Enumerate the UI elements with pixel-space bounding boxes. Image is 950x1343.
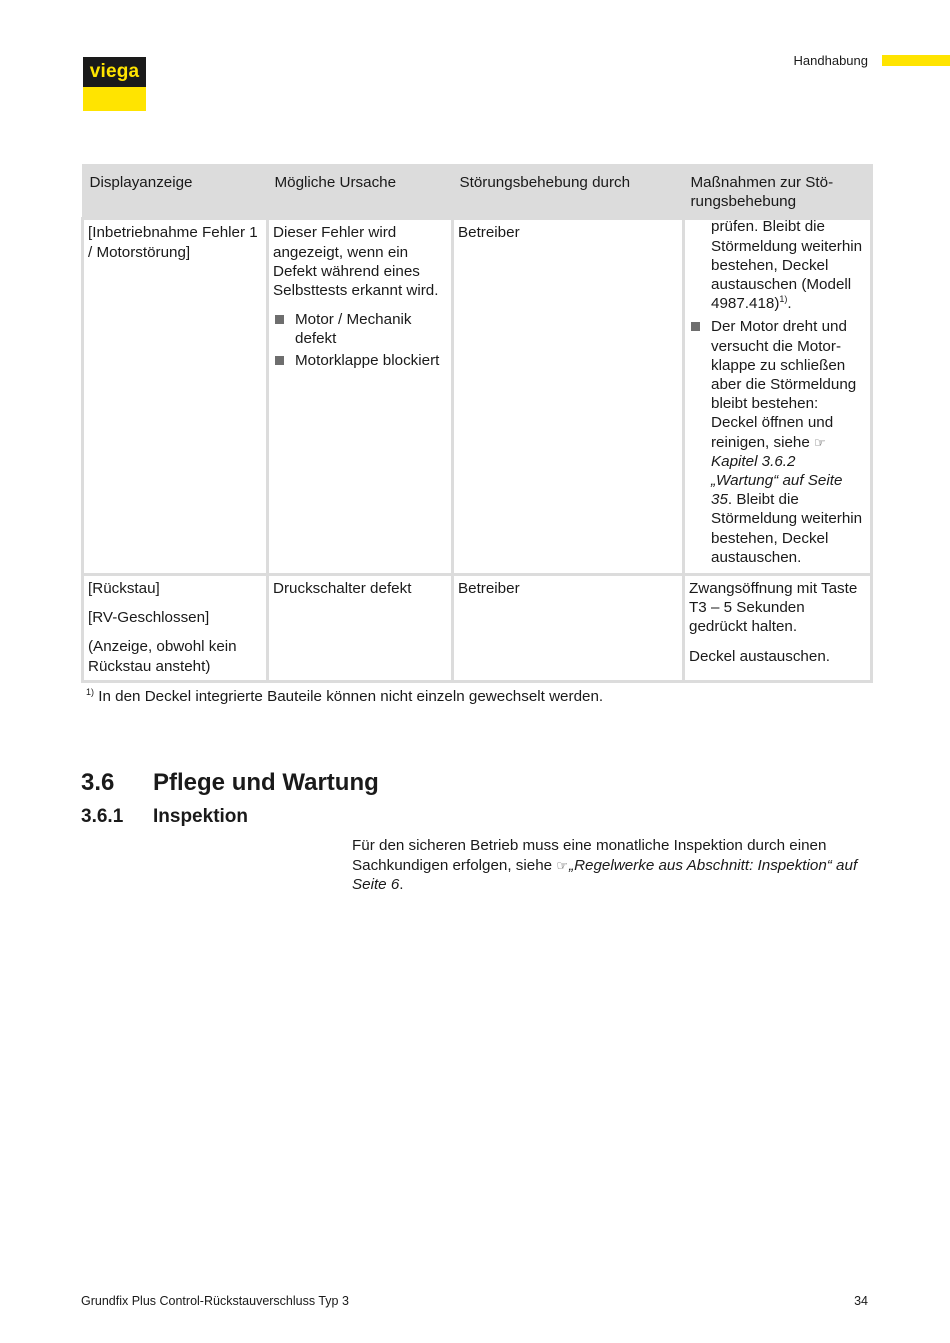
footer-page-number: 34 [854, 1294, 868, 1308]
cell-by [453, 575, 684, 682]
cross-reference-icon: ☞ [556, 857, 569, 873]
logo-wordmark: viega [83, 57, 146, 87]
table-row [83, 219, 872, 575]
section-title: Pflege und Wartung [153, 769, 379, 796]
header-yellow-bar [882, 55, 950, 66]
cell-by [453, 219, 684, 575]
cell-measures [684, 575, 872, 682]
section-heading [81, 769, 379, 797]
header-cause: Mögliche Ursache [268, 165, 453, 219]
cell-display [83, 219, 268, 575]
table-footnote [86, 688, 603, 705]
header-display: Displayanzeige [83, 165, 268, 219]
by-text: Betreiber [458, 580, 520, 598]
measures-continuation: prüfen. Bleibt die Störmeldung weiterhin bestehen, Deckel austauschen (Modell 4987.418)$^{1)}$. [711, 218, 863, 313]
cause-list [273, 310, 447, 370]
regelwerke-link[interactable]: „Regelwerke aus Abschnitt: Inspektion“ auf Seite 6 [352, 856, 858, 894]
footnote-mark: 1) [86, 686, 95, 697]
footnote-text: In den Deckel integrierte Bauteile können nicht einzeln gewechselt werden. [98, 688, 604, 705]
footnote-ref: 1) [779, 294, 788, 305]
cell-display [83, 575, 268, 682]
measure-text: Zwangsöffnung mit Taste T3 – 5 Sekunden gedrückt halten. [689, 580, 858, 636]
logo-yellow-block [83, 87, 146, 111]
display-text: [Inbetriebnahme Fehler 1 / Motorstörung] [88, 224, 258, 261]
list-item: Motor / Mechanik defekt [273, 310, 447, 348]
display-line: [Rückstau] [88, 580, 160, 598]
cause-text: Dieser Fehler wird angezeigt, wenn ein Defekt während eines Selbsttests erkannt wird. [273, 224, 439, 300]
cell-cause [268, 219, 453, 575]
display-note: (Anzeige, obwohl kein Rückstau ansteht) [88, 638, 237, 675]
cause-text: Druckschalter defekt [273, 580, 412, 598]
subsection-title: Inspektion [153, 806, 249, 827]
header-section-title: Handhabung [793, 53, 868, 68]
by-text: Betreiber [458, 224, 520, 242]
list-item: Der Motor dreht und versucht die Motorklappe zu schließen aber die Störmeldung bleibt bestehen: Deckel öffnen und reinigen, siehe ☞Kapitel 3.6.2 „Wartung“ auf Seite 35. Bleibt die Störmeldung weiterhin bestehen, Deckel austauschen. [689, 317, 866, 567]
list-item: Motorklappe blockiert [273, 351, 447, 370]
header-by: Störungsbehebung durch [453, 165, 684, 219]
table-row [83, 575, 872, 682]
header-measures: Maßnahmen zur Störungsbehebung [684, 165, 872, 219]
cross-reference-icon: ☞ [814, 434, 826, 450]
section-number: 3.6 [81, 769, 115, 796]
cell-measures [684, 219, 872, 575]
subsection-heading [81, 806, 248, 828]
fault-table [81, 164, 873, 683]
subsection-number: 3.6.1 [81, 806, 124, 827]
table-header-row [83, 165, 872, 219]
chapter-link[interactable]: Kapitel 3.6.2 „Wartung“ auf Seite 35 [711, 452, 843, 509]
measures-list [689, 317, 866, 567]
measure-text: Deckel austauschen. [689, 647, 830, 665]
footer-document-title: Grundfix Plus Control-Rückstauverschluss Typ 3 [81, 1294, 349, 1308]
inspection-paragraph: Für den sicheren Betrieb muss eine monatliche Inspektion durch einen Sachkundigen erfolgen, siehe ☞„Regelwerke aus Abschnitt: Inspektion“ auf Seite 6. [352, 837, 858, 894]
cell-cause [268, 575, 453, 682]
viega-logo [83, 57, 146, 111]
display-line: [RV-Geschlossen] [88, 609, 210, 627]
